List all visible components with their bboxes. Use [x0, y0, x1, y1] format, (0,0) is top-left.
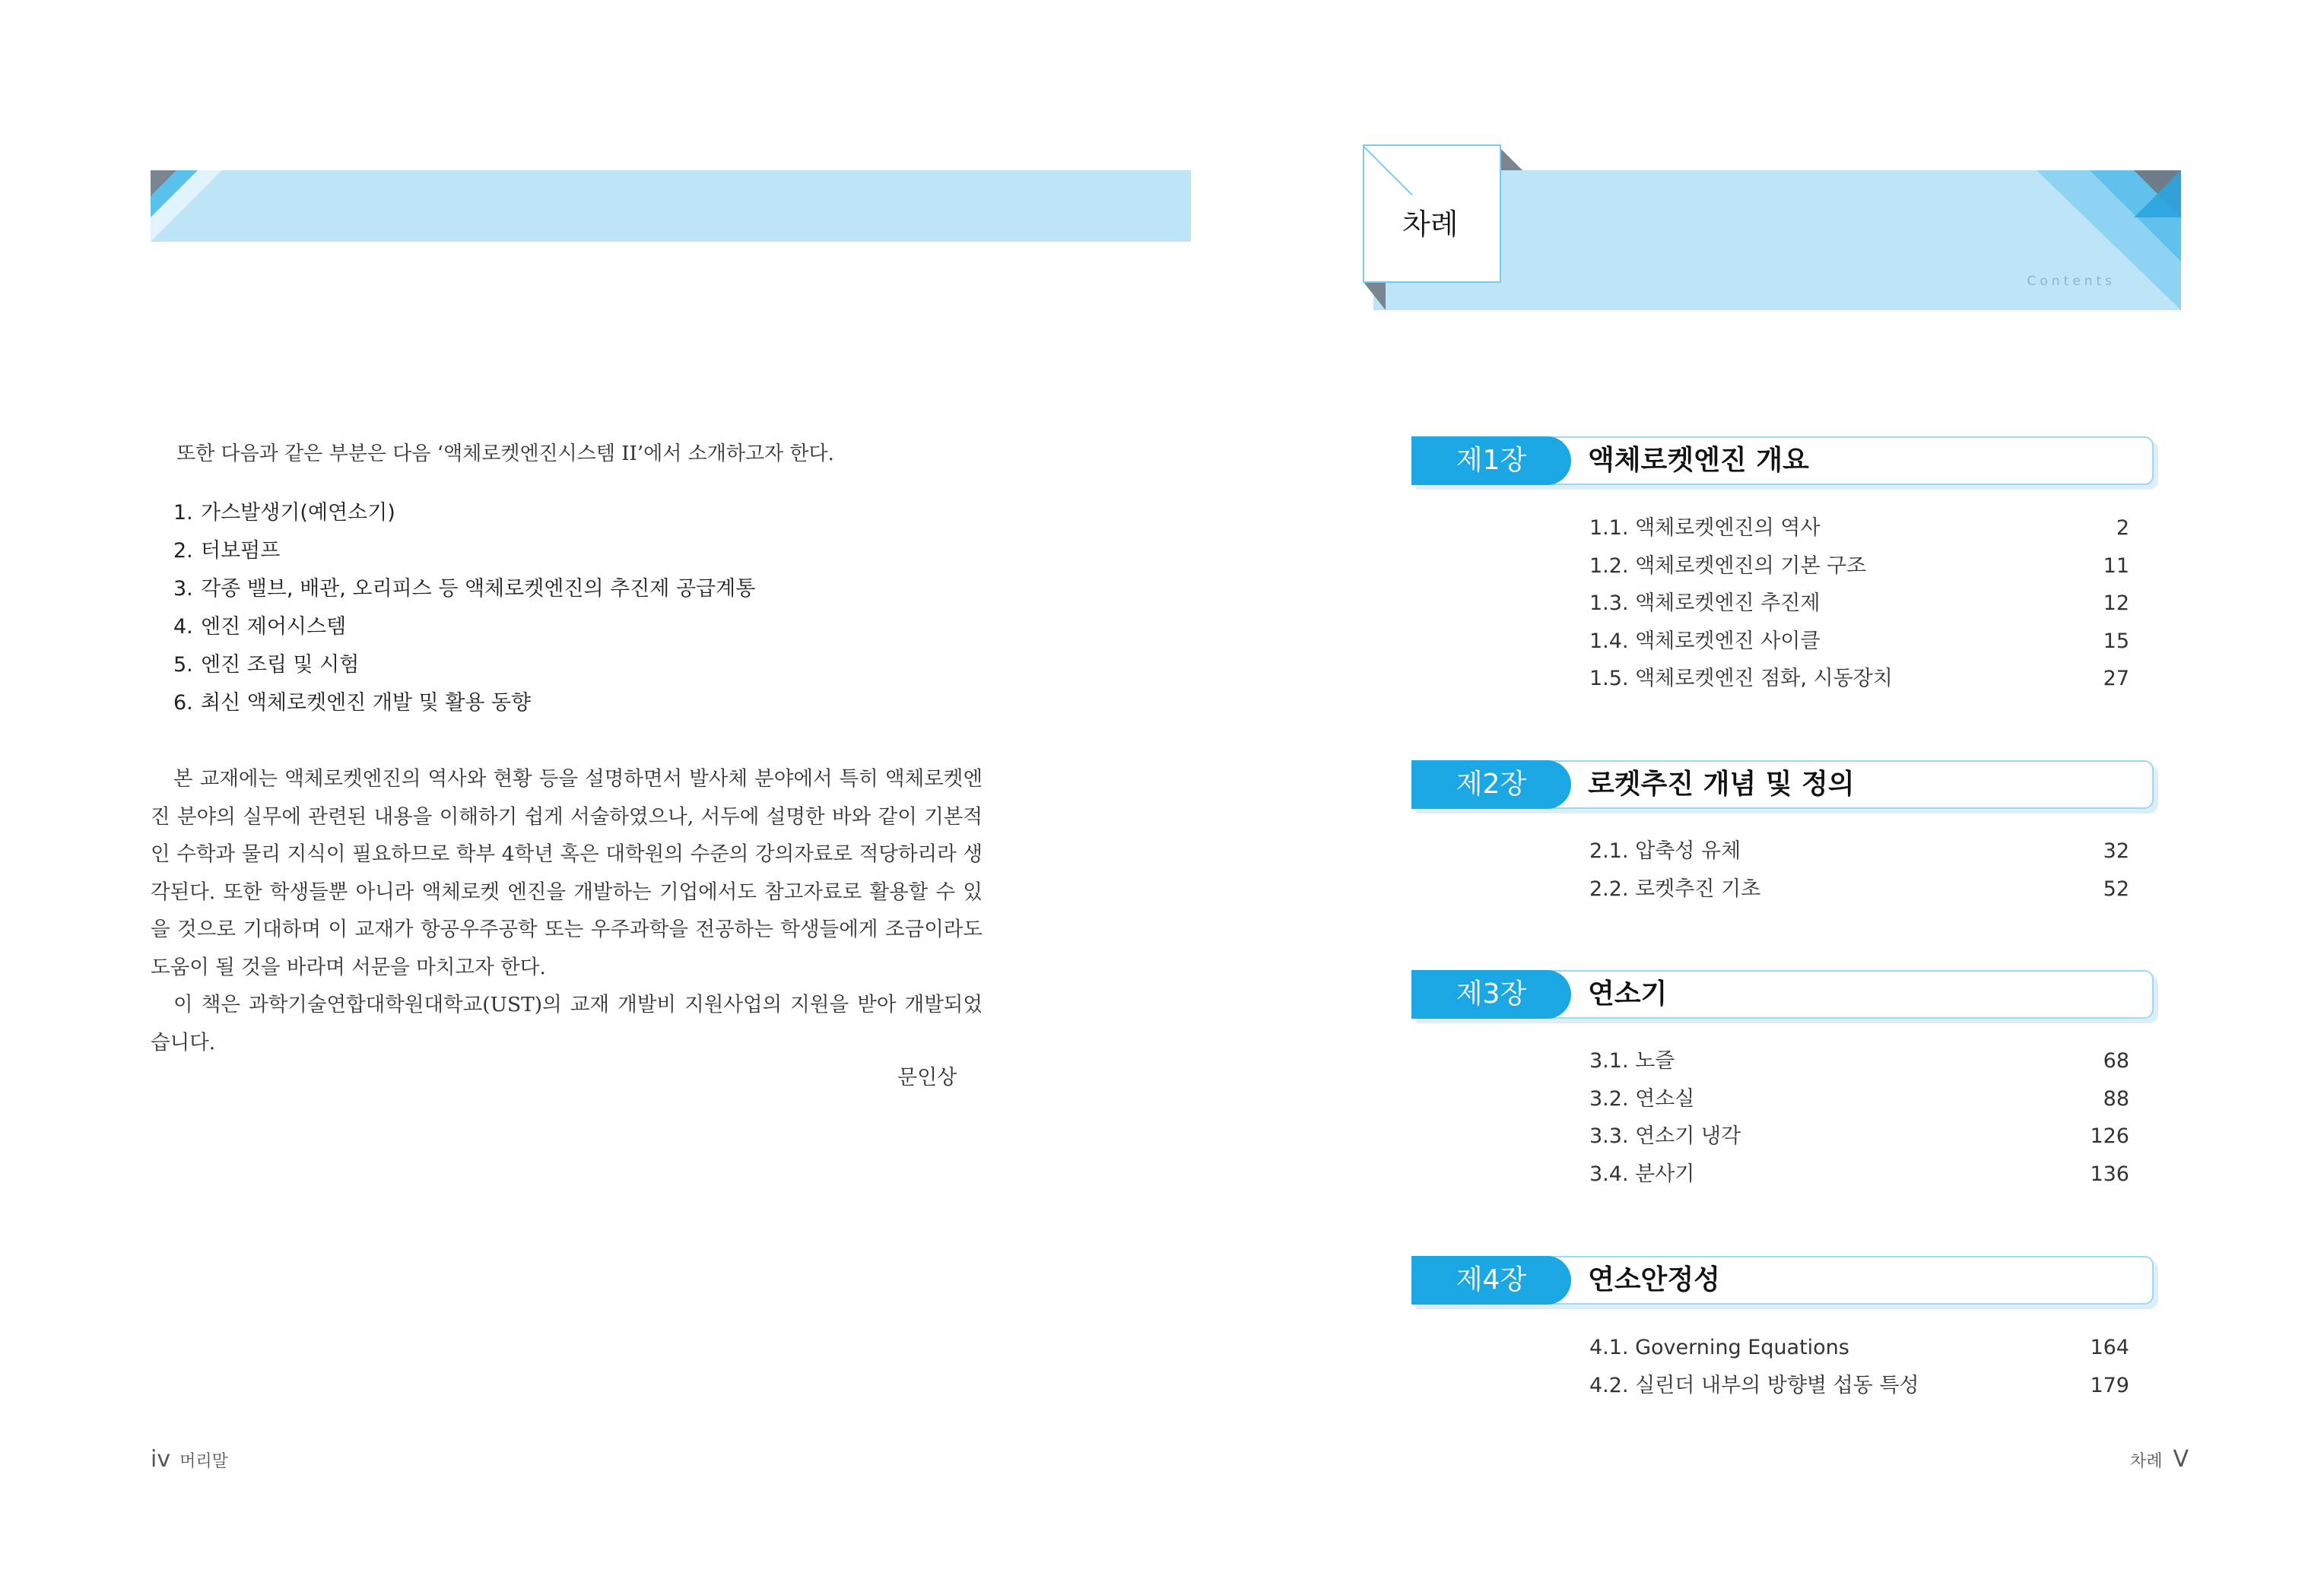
list-item: 6. 최신 액체로켓엔진 개발 및 활용 동향: [173, 691, 532, 715]
toc-section-list: [1589, 509, 2129, 698]
chapter-title: 로켓추진 개념 및 정의: [1588, 769, 1855, 800]
running-head: 머리말: [179, 1452, 228, 1471]
contents-title-box: [1363, 144, 1501, 283]
preface-paragraph: 이 책은 과학기술연합대학원대학교(UST)의 교재 개발비 지원사업의 지원을 받아 개발되었습니다.: [151, 993, 983, 1054]
title-box-diagonal: [1364, 146, 1413, 195]
chapter-tag: 제2장: [1411, 760, 1571, 809]
running-head: 차례: [2129, 1452, 2163, 1471]
square-shadow: [1501, 149, 1522, 170]
preface-body: [151, 760, 983, 1061]
chapter-heading: [1411, 760, 2173, 813]
toc-entry[interactable]: 1.2. 액체로켓엔진의 기본 구조 11: [1589, 553, 2129, 578]
toc-entry[interactable]: 2.1. 압축성 유체 32: [1589, 839, 2129, 863]
chapter-heading: [1411, 970, 2173, 1023]
banner-corner-gray: [151, 170, 176, 196]
intro-sentence: 또한 다음과 같은 부분은 다음 ‘액체로켓엔진시스템 II’에서 소개하고자 한다.: [176, 442, 834, 465]
toc-entry[interactable]: 3.2. 연소실 88: [1589, 1086, 2129, 1111]
toc-entry[interactable]: 2.2. 로켓추진 기초 52: [1589, 877, 2129, 901]
right-folio: [2130, 1446, 2189, 1473]
list-item: 3. 각종 밸브, 배관, 오리피스 등 액체로켓엔진의 추진제 공급계통: [173, 577, 756, 601]
toc-entry[interactable]: 1.5. 액체로켓엔진 점화, 시동장치 27: [1589, 667, 2129, 690]
toc-section-list: [1589, 1042, 2129, 1193]
list-item: 4. 엔진 제어시스템: [173, 615, 347, 639]
list-item: 1. 가스발생기(예연소기): [173, 501, 395, 525]
toc-entry[interactable]: 3.3. 연소기 냉각 126: [1589, 1124, 2129, 1148]
toc-section-list: [1589, 1329, 2129, 1404]
list-item: 2. 터보펌프: [173, 539, 281, 563]
preface-paragraph: 본 교재에는 액체로켓엔진의 역사와 현황 등을 설명하면서 발사체 분야에서 특히 액체로켓엔진 분야의 실무에 관련된 내용을 이해하기 쉽게 서술하였으나, 서두에 설명한 바와 같이 기본적인 수학과 물리 지식이 필요하므로 학부 4학년 혹은 대학원의 수준의 강의자료로 적당하리라 생각된다. 또한 학생들뿐 아니라 액체로켓 엔진을 개발하는 기업에서도 참고자료로 활용할 수 있을 것으로 기대하며 이 교재가 항공우주공학 또는 우주과학을 전공하는 학생들에게 조금이라도 도움이 될 것을 바라며 서문을 마치고자 한다.: [151, 767, 983, 979]
page-number: iv: [151, 1446, 171, 1473]
contents-subtitle: Contents: [2027, 274, 2116, 289]
square-shadow: [1363, 281, 1386, 310]
future-topics-list: [173, 494, 755, 722]
toc-entry[interactable]: 4.1. Governing Equations 164: [1589, 1336, 2129, 1359]
toc-entry[interactable]: 1.4. 액체로켓엔진 사이클 15: [1589, 629, 2129, 653]
toc-entry[interactable]: 1.1. 액체로켓엔진의 역사 2: [1589, 516, 2129, 540]
chapter-title: 액체로켓엔진 개요: [1588, 445, 1809, 476]
banner-corner-accent: [2134, 170, 2181, 217]
chapter-tag: 제4장: [1411, 1256, 1571, 1305]
chapter-title: 연소기: [1588, 978, 1668, 1010]
chapter-tag: 제1장: [1411, 436, 1571, 485]
toc-entry[interactable]: 3.4. 분사기 136: [1589, 1162, 2129, 1186]
author-signature: 문인상: [897, 1066, 957, 1089]
chapter-heading: [1411, 1256, 2173, 1309]
chapter-title: 연소안정성: [1588, 1264, 1720, 1295]
toc-entry[interactable]: 4.2. 실린더 내부의 방향별 섭동 특성 179: [1589, 1373, 2129, 1397]
chapter-heading: [1411, 436, 2173, 490]
left-folio: [151, 1446, 228, 1473]
left-header-banner: [151, 170, 1191, 242]
list-item: 5. 엔진 조립 및 시험: [173, 653, 360, 677]
page-number: V: [2173, 1446, 2189, 1473]
toc-entry[interactable]: 1.3. 액체로켓엔진 추진제 12: [1589, 591, 2129, 615]
toc-section-list: [1589, 832, 2129, 908]
toc-entry[interactable]: 3.1. 노즐 68: [1589, 1049, 2129, 1073]
chapter-tag: 제3장: [1411, 970, 1571, 1019]
page-title: 차례: [1402, 208, 1459, 241]
